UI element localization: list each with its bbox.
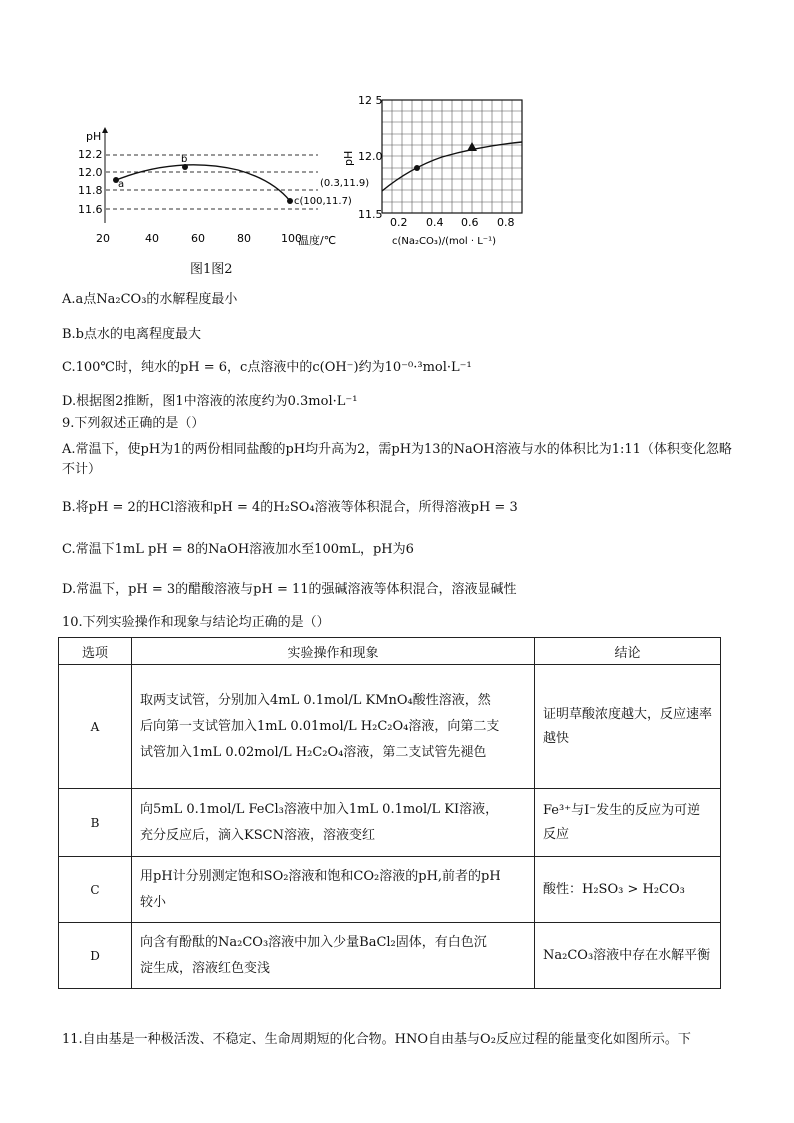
fig1-label-a: a — [118, 179, 125, 190]
operation-line: 用pH计分别测定饱和SO₂溶液和饱和CO₂溶液的pH,前者的pH — [140, 868, 501, 884]
figure-caption: 图1图2 — [190, 262, 233, 277]
row-operation — [132, 857, 535, 923]
fig1-ylabel: pH — [86, 130, 102, 143]
operation-line: 向5mL 0.1mol/L FeCl₃溶液中加入1mL 0.1mol/L KI溶液， — [140, 801, 499, 817]
q9-stem: 9.下列叙述正确的是（） — [62, 416, 205, 431]
fig1-xtick: 60 — [191, 232, 205, 245]
row-option: B — [59, 789, 132, 857]
fig2-triangle-marker — [467, 142, 477, 151]
table-header-row — [59, 638, 721, 665]
header-option: 选项 — [59, 638, 132, 665]
fig2-point-label: (0.3,11.9) — [320, 178, 370, 189]
fig2-ytick: 11.5 — [358, 208, 383, 221]
fig2-ylabel: pH — [342, 150, 355, 166]
fig1-ytick: 12.2 — [78, 148, 103, 161]
fig2-xtick: 0.4 — [426, 216, 444, 229]
q8-option-c: C.100℃时，纯水的pH = 6，c点溶液中的c(OH⁻)约为10⁻⁰·³mol·L⁻¹ — [62, 360, 472, 375]
q10-table — [58, 637, 721, 989]
row-option: C — [59, 857, 132, 923]
fig1-curve — [116, 165, 290, 201]
row-conclusion: Na₂CO₃溶液中存在水解平衡 — [535, 923, 721, 989]
table-row — [59, 857, 721, 923]
q8-option-a: A.a点Na₂CO₃的水解程度最小 — [62, 292, 238, 307]
operation-line: 充分反应后，滴入KSCN溶液，溶液变红 — [140, 827, 375, 843]
fig1-xlabel: 温度/℃ — [298, 234, 337, 247]
fig1-xtick: 40 — [145, 232, 159, 245]
fig1-ytick: 11.6 — [78, 203, 103, 216]
fig1-dashed-lines — [106, 155, 318, 209]
table-row — [59, 923, 721, 989]
q8-option-d: D.根据图2推断，图1中溶液的浓度约为0.3mol·L⁻¹ — [62, 394, 358, 409]
figure-1 — [78, 118, 352, 248]
row-conclusion: 证明草酸浓度越大，反应速率越快 — [535, 665, 721, 789]
operation-line: 向含有酚酞的Na₂CO₃溶液中加入少量BaCl₂固体，有白色沉 — [140, 934, 487, 950]
row-conclusion: 酸性：H₂SO₃ > H₂CO₃ — [535, 857, 721, 923]
row-operation — [132, 789, 535, 857]
row-operation — [132, 665, 535, 789]
operation-line: 淀生成，溶液红色变浅 — [140, 960, 271, 976]
q10-stem: 10.下列实验操作和现象与结论均正确的是（） — [62, 615, 330, 630]
table-row — [59, 665, 721, 789]
fig2-point — [414, 165, 420, 171]
fig1-label-b: b — [181, 154, 188, 165]
q9-option-b: B.将pH = 2的HCl溶液和pH = 4的H₂SO₄溶液等体积混合，所得溶液pH = 3 — [62, 500, 518, 515]
operation-line: 较小 — [140, 894, 167, 910]
operation-line: 取两支试管，分别加入4mL 0.1mol/L KMnO₄酸性溶液，然 — [140, 692, 491, 708]
row-option: A — [59, 665, 132, 789]
header-conclusion: 结论 — [535, 638, 721, 665]
fig1-xtick: 100 — [281, 232, 302, 245]
row-operation — [132, 923, 535, 989]
fig2-ytick: 12.0 — [358, 150, 383, 163]
fig2-xlabel: c(Na₂CO₃)/(mol · L⁻¹) — [392, 236, 496, 247]
q8-option-b: B.b点水的电离程度最大 — [62, 327, 202, 342]
fig2-xtick: 0.8 — [497, 216, 515, 229]
fig2-grid — [382, 100, 522, 213]
operation-line: 后向第一支试管加入1mL 0.01mol/L H₂C₂O₄溶液，向第二支 — [140, 718, 500, 734]
fig1-ytick: 12.0 — [78, 166, 103, 179]
fig2-xtick: 0.2 — [390, 216, 408, 229]
q11-stem: 11.自由基是一种极活泼、不稳定、生命周期短的化合物。HNO自由基与O₂反应过程的能量变化如图所示。下 — [62, 1032, 691, 1047]
fig1-label-c: c(100,11.7) — [294, 196, 352, 207]
fig2-xtick: 0.6 — [461, 216, 479, 229]
row-option: D — [59, 923, 132, 989]
fig2-ytick: 12 5 — [358, 94, 383, 107]
fig1-xtick: 20 — [96, 232, 110, 245]
q9-option-a: A.常温下，使pH为1的两份相同盐酸的pH均升高为2，需pH为13的NaOH溶液与水的体积比为1:11（体积变化忽略不计） — [62, 442, 732, 477]
fig1-ytick: 11.8 — [78, 184, 103, 197]
header-operation: 实验操作和现象 — [132, 638, 535, 665]
operation-line: 试管加入1mL 0.02mol/L H₂C₂O₄溶液，第二支试管先褪色 — [140, 744, 487, 760]
q9-option-c: C.常温下1mL pH = 8的NaOH溶液加水至100mL，pH为6 — [62, 542, 414, 557]
fig1-point-c — [287, 198, 293, 204]
fig1-xtick: 80 — [237, 232, 251, 245]
table-row — [59, 789, 721, 857]
row-conclusion: Fe³⁺与I⁻发生的反应为可逆反应 — [535, 789, 721, 857]
q9-option-d: D.常温下，pH = 3的醋酸溶液与pH = 11的强碱溶液等体积混合，溶液显碱性 — [62, 582, 517, 597]
